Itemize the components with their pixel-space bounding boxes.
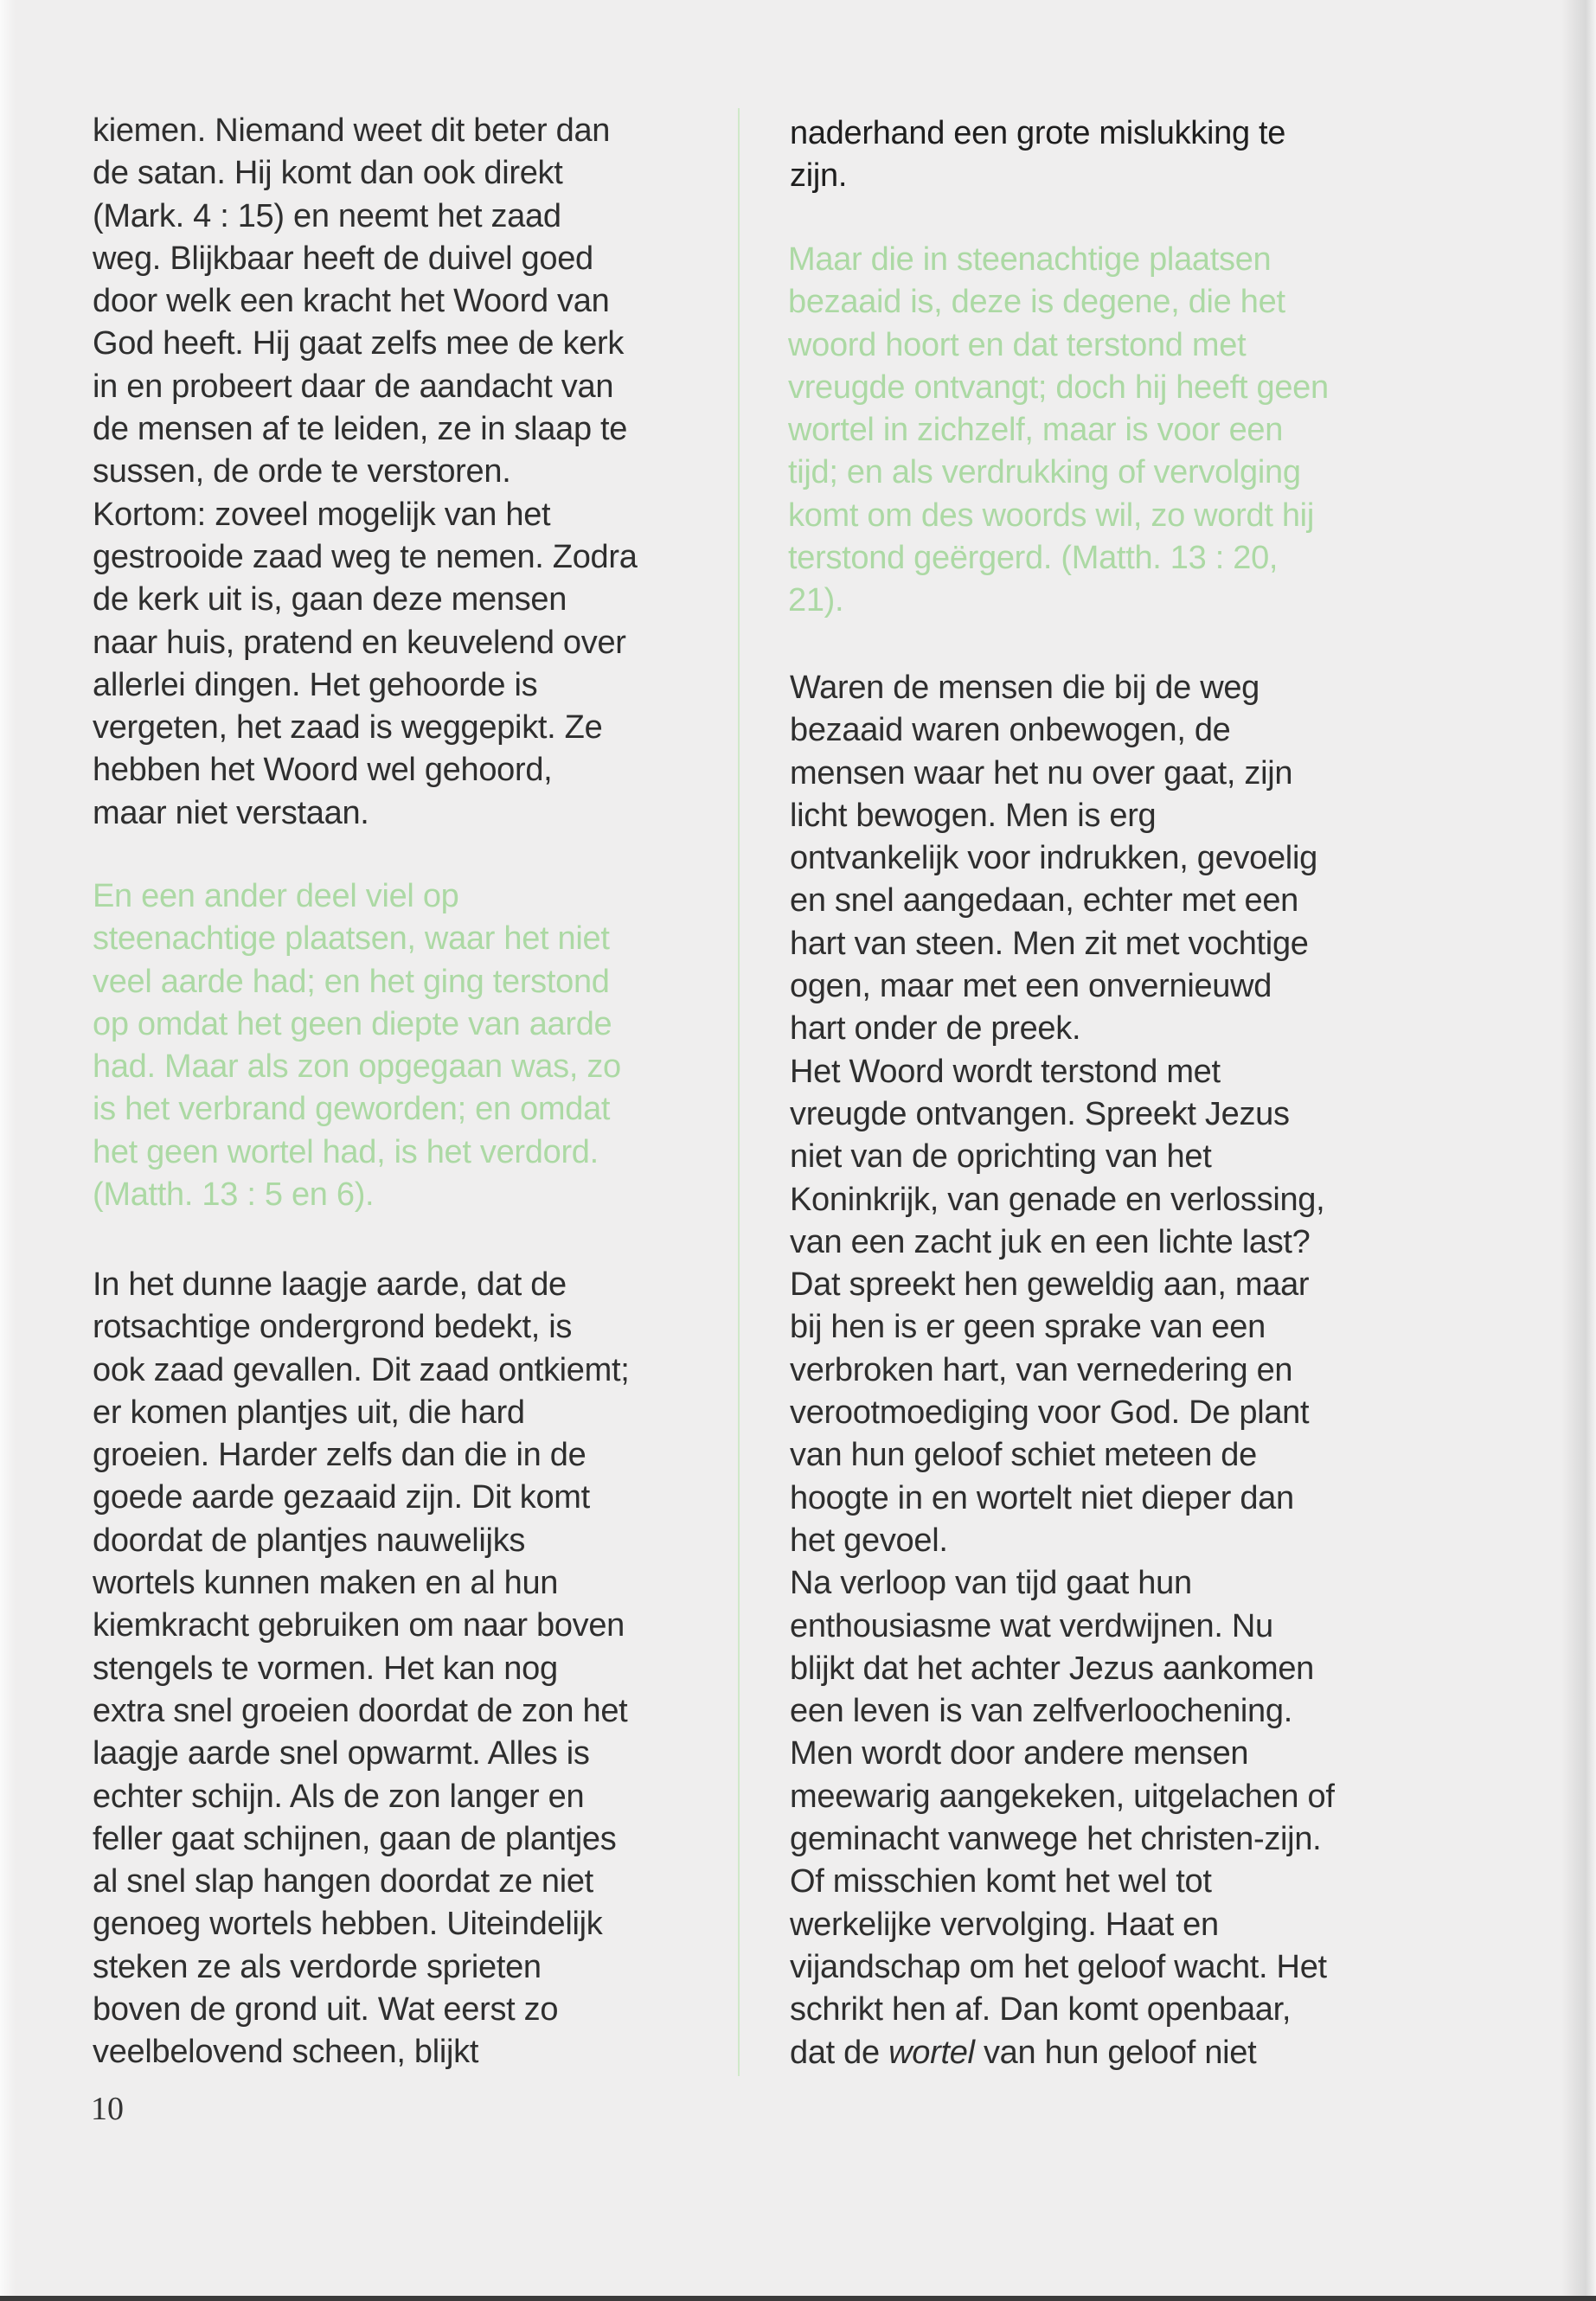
text-line: verbroken hart, van vernedering en — [790, 1351, 1293, 1388]
text-line: de kerk uit is, gaan deze mensen — [93, 581, 567, 619]
text-line: het gevoel. — [790, 1522, 948, 1559]
text-line: van een zacht juk en een lichte last? — [790, 1223, 1311, 1260]
text-line: er komen plantjes uit, die hard — [93, 1394, 525, 1431]
text-line: stengels te vormen. Het kan nog — [93, 1650, 558, 1687]
text-line: vergeten, het zaad is weggepikt. Ze — [93, 709, 603, 747]
text-line: hebben het Woord wel gehoord, — [93, 752, 553, 789]
text-line: Kortom: zoveel mogelijk van het — [93, 496, 551, 533]
text-line: laagje aarde snel opwarmt. Alles is — [93, 1735, 590, 1772]
text-line: bezaaid waren onbewogen, de — [790, 712, 1231, 749]
page-bottom-edge — [0, 2296, 1596, 2301]
text-line: veel aarde had; en het ging terstond — [93, 963, 610, 1000]
page-number: 10 — [91, 2091, 124, 2127]
page-edge-left — [0, 0, 16, 2301]
text-line: 21). — [788, 582, 844, 619]
text-segment: dat de — [790, 2034, 889, 2071]
text-line: de satan. Hij komt dan ook direkt — [93, 155, 563, 192]
text-line: een leven is van zelfverloochening. — [790, 1693, 1292, 1730]
text-line: door welk een kracht het Woord van — [93, 283, 610, 320]
text-line: had. Maar als zon opgegaan was, zo — [93, 1048, 621, 1086]
text-line: bezaaid is, deze is degene, die het — [788, 284, 1285, 321]
text-line: kiemen. Niemand weet dit beter dan — [93, 112, 611, 149]
text-line: mensen waar het nu over gaat, zijn — [790, 754, 1293, 792]
text-line: God heeft. Hij gaat zelfs mee de kerk — [93, 325, 625, 362]
text-line: al snel slap hangen doordat ze niet — [93, 1863, 593, 1900]
text-line: groeien. Harder zelfs dan die in de — [93, 1437, 586, 1474]
text-line: steken ze als verdorde sprieten — [93, 1948, 542, 1985]
text-line: zijn. — [790, 157, 848, 195]
text-line: in en probeert daar de aandacht van — [93, 368, 614, 405]
text-line: Koninkrijk, van genade en verlossing, — [790, 1181, 1325, 1218]
text-line: Waren de mensen die bij de weg — [790, 670, 1260, 706]
text-line: komt om des woords wil, zo wordt hij — [788, 497, 1314, 534]
text-line: echter schijn. Als de zon langer en — [93, 1778, 585, 1815]
text-line: tijd; en als verdrukking of vervolging — [788, 454, 1301, 491]
text-line: hart van steen. Men zit met vochtige — [790, 925, 1309, 962]
text-line: en snel aangedaan, echter met een — [790, 882, 1298, 920]
text-line: (Matth. 13 : 5 en 6). — [93, 1176, 375, 1214]
text-line: is het verbrand geworden; en omdat — [93, 1091, 611, 1128]
text-line: naderhand een grote mislukking te — [790, 115, 1286, 151]
text-line: ogen, maar met een onvernieuwd — [790, 968, 1272, 1005]
text-line: genoeg wortels hebben. Uiteindelijk — [93, 1906, 603, 1943]
text-line: sussen, de orde te verstoren. — [93, 453, 511, 490]
text-line: woord hoort en dat terstond met — [788, 326, 1247, 363]
text-line: niet van de oprichting van het — [790, 1138, 1212, 1176]
text-line: schrikt hen af. Dan komt openbaar, — [790, 1991, 1292, 2029]
text-line: enthousiasme wat verdwijnen. Nu — [790, 1607, 1273, 1644]
text-line: bij hen is er geen sprake van een — [790, 1309, 1266, 1346]
text-line: boven de grond uit. Wat eerst zo — [93, 1991, 559, 2029]
text-line: verootmoediging voor God. De plant — [790, 1394, 1310, 1432]
text-line: ook zaad gevallen. Dit zaad ontkiemt; — [93, 1351, 630, 1388]
text-line: wortel in zichzelf, maar is voor een — [788, 412, 1284, 449]
text-line: Of misschien komt het wel tot — [790, 1863, 1212, 1900]
text-line: licht bewogen. Men is erg — [790, 797, 1157, 834]
text-line: En een ander deel viel op — [93, 878, 459, 914]
text-line: terstond geërgerd. (Matth. 13 : 20, — [788, 540, 1279, 577]
text-line: het geen wortel had, is het verdord. — [93, 1133, 599, 1170]
text-line: rotsachtige ondergrond bedekt, is — [93, 1309, 573, 1346]
text-line: feller gaat schijnen, gaan de plantjes — [93, 1820, 617, 1857]
left-paragraph-1 — [93, 110, 638, 835]
right-paragraph-2 — [790, 667, 1335, 2074]
text-line: Dat spreekt hen geweldig aan, maar — [790, 1266, 1310, 1304]
text-line: gestrooide zaad weg te nemen. Zodra — [93, 538, 638, 575]
text-line: goede aarde gezaaid zijn. Dit komt — [93, 1479, 590, 1516]
italic-word: wortel — [888, 2034, 975, 2071]
text-line: weg. Blijkbaar heeft de duivel goed — [93, 240, 593, 277]
text-line: maar niet verstaan. — [93, 794, 369, 831]
text-line: hoogte in en wortelt niet dieper dan — [790, 1479, 1294, 1516]
text-line: vreugde ontvangt; doch hij heeft geen — [788, 369, 1329, 406]
text-line: Het Woord wordt terstond met — [790, 1053, 1221, 1090]
text-line: allerlei dingen. Het gehoorde is — [93, 666, 538, 703]
text-line: Na verloop van tijd gaat hun — [790, 1565, 1192, 1602]
text-line: steenachtige plaatsen, waar het niet — [93, 920, 610, 958]
text-line: wortels kunnen maken en al hun — [93, 1565, 559, 1602]
text-line: vijandschap om het geloof wacht. Het — [790, 1948, 1327, 1985]
text-line: Men wordt door andere mensen — [790, 1735, 1249, 1772]
text-line: doordat de plantjes nauwelijks — [93, 1522, 526, 1559]
text-line: geminacht vanwege het christen-zijn. — [790, 1821, 1322, 1858]
left-paragraph-2 — [93, 1264, 629, 2074]
text-line: naar huis, pratend en keuvelend over — [93, 624, 626, 661]
right-scripture-quote — [788, 239, 1329, 623]
left-scripture-quote — [93, 875, 621, 1216]
column-divider — [738, 108, 740, 2076]
text-line: de mensen af te leiden, ze in slaap te — [93, 411, 628, 448]
text-line: op omdat het geen diepte van aarde — [93, 1005, 612, 1042]
text-line: werkelijke vervolging. Haat en — [790, 1906, 1219, 1943]
page-edge-right — [1561, 0, 1596, 2301]
text-line: (Mark. 4 : 15) en neemt het zaad — [93, 197, 561, 234]
text-line: meewarig aangekeken, uitgelachen of — [790, 1778, 1335, 1815]
text-line — [790, 2032, 1335, 2074]
text-line: Maar die in steenachtige plaatsen — [788, 241, 1272, 278]
text-line: hart onder de preek. — [790, 1010, 1081, 1048]
text-line: ontvankelijk voor indrukken, gevoelig — [790, 840, 1317, 877]
text-line: vreugde ontvangen. Spreekt Jezus — [790, 1095, 1290, 1132]
text-line: van hun geloof schiet meteen de — [790, 1437, 1257, 1474]
text-line: In het dunne laagje aarde, dat de — [93, 1266, 567, 1303]
text-line: blijkt dat het achter Jezus aankomen — [790, 1650, 1314, 1687]
text-line: kiemkracht gebruiken om naar boven — [93, 1607, 625, 1644]
text-line: extra snel groeien doordat de zon het — [93, 1692, 628, 1729]
text-line: veelbelovend scheen, blijkt — [93, 2034, 479, 2071]
right-paragraph-1 — [790, 112, 1285, 198]
text-segment: van hun geloof niet — [974, 2034, 1257, 2071]
